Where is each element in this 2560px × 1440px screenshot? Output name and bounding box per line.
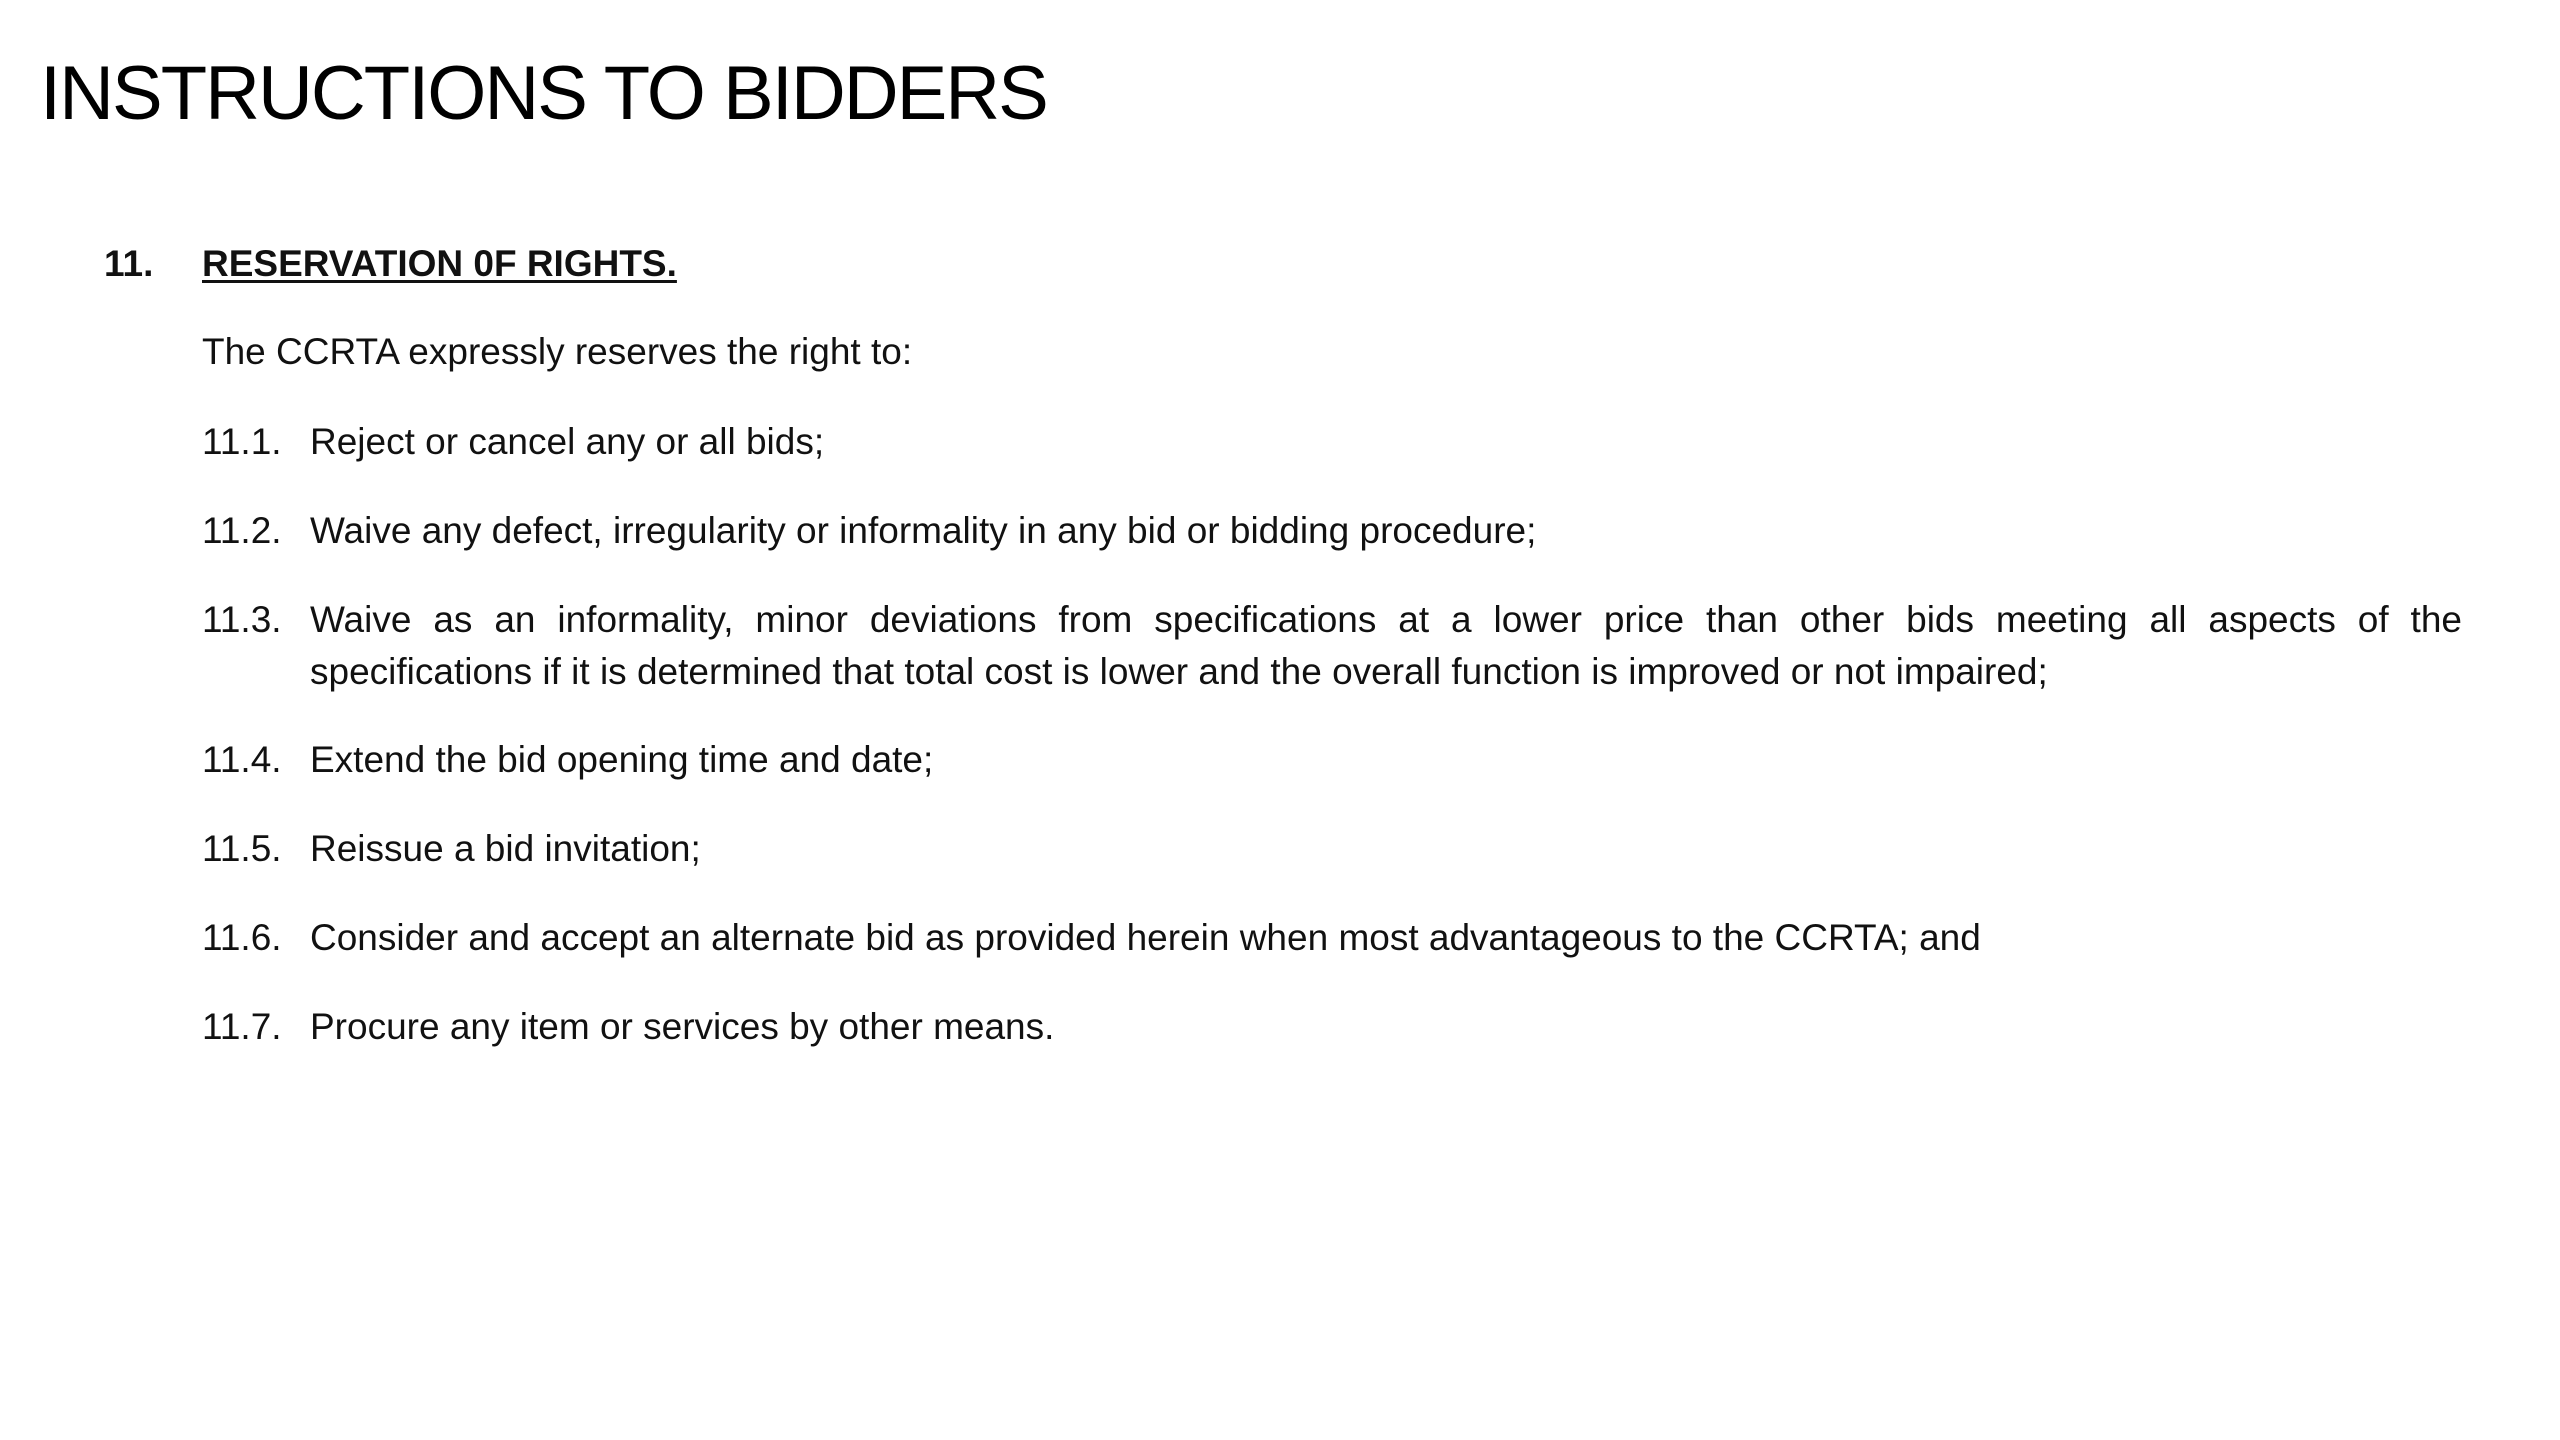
list-item-text: Reject or cancel any or all bids;: [310, 421, 825, 462]
list-item: [202, 505, 2462, 557]
section-heading: [104, 242, 677, 286]
list-item-text: Extend the bid opening time and date;: [310, 739, 934, 780]
list-item-text: Consider and accept an alternate bid as provided herein when most advantageous to the CCRTA; and: [310, 917, 1981, 958]
list-item: [202, 594, 2462, 698]
list-item-number: 11.2.: [202, 510, 282, 551]
section-number: 11.: [104, 243, 154, 284]
list-item: [202, 416, 2462, 468]
page-title: INSTRUCTIONS TO BIDDERS: [40, 51, 1047, 136]
list-item: [202, 734, 2462, 786]
list-item-text: Waive any defect, irregularity or informality in any bid or bidding procedure;: [310, 510, 1537, 551]
section-intro: The CCRTA expressly reserves the right to:: [202, 331, 913, 372]
list-item-number: 11.3.: [202, 599, 282, 640]
list-item-number: 11.7.: [202, 1006, 282, 1047]
list-item-number: 11.1.: [202, 421, 282, 462]
list-item-number: 11.6.: [202, 917, 282, 958]
list-item-text: Procure any item or services by other means.: [310, 1006, 1055, 1047]
list-item-number: 11.5.: [202, 828, 282, 869]
list-item-text: Reissue a bid invitation;: [310, 828, 701, 869]
list-item-text: Waive as an informality, minor deviations from specifications at a lower price than other bids meeting all aspects of the specifications if it is determined that total cost is lower and the overall function is improved or not impaired;: [310, 599, 2462, 692]
list-item: [202, 823, 2462, 875]
list-item: [202, 912, 2462, 964]
section-title: RESERVATION 0F RIGHTS.: [202, 243, 677, 284]
list-item-number: 11.4.: [202, 739, 282, 780]
list-item: [202, 1001, 2462, 1053]
